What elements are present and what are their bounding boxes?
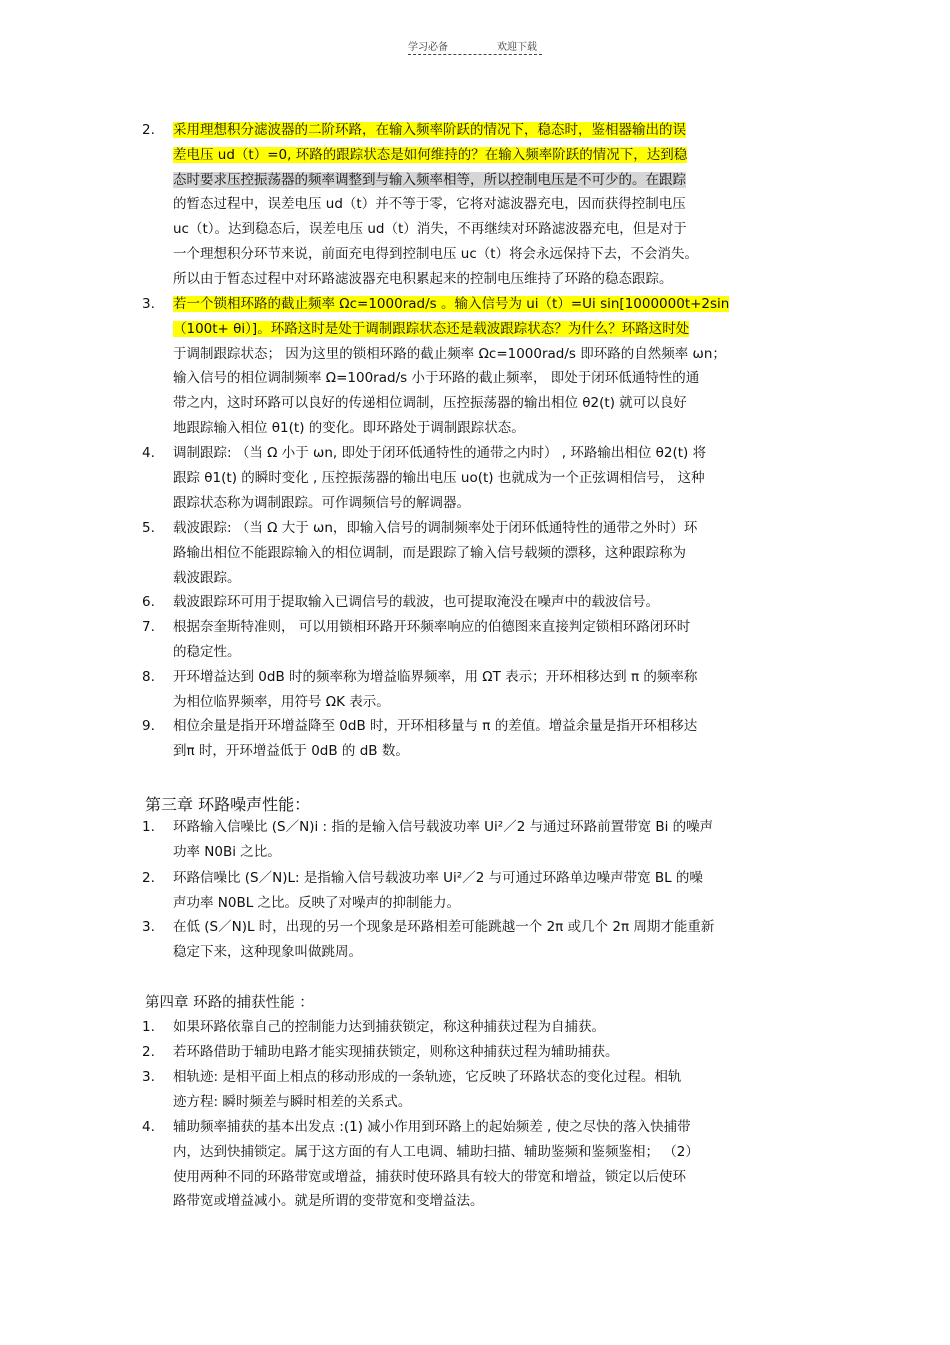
- item-text-line: 态时要求压控振荡器的频率调整到与输入频率相等，所以控制电压是不可少的。在跟踪: [173, 171, 686, 188]
- item-body: [173, 516, 812, 590]
- item-number: 2.: [142, 1044, 155, 1060]
- item-text-line: 地跟踪输入相位 θ1(t) 的变化。即环路处于调制跟踪状态。: [173, 419, 525, 436]
- item-text-line: 差电压 ud（t）=0, 环路的跟踪状态是如何维持的？在输入频率阶跃的情况下，达到稳: [173, 146, 688, 163]
- item-body: [173, 441, 812, 515]
- item-text-line: 一个理想积分环节来说，前面充电得到控制电压 uc（t）将会永远保持下去，不会消失。: [173, 245, 699, 262]
- item-number: 9.: [142, 718, 155, 734]
- header-right: 欢迎下载: [497, 42, 537, 53]
- item-text-line: 到π 时，开环增益低于 0dB 的 dB 数。: [173, 742, 409, 759]
- item-body: [173, 1115, 812, 1214]
- item-text-line: 相位余量是指开环增益降至 0dB 时，开环相移量与 π 的差值。增益余量是指开环相移达: [173, 718, 698, 734]
- item-text-line: 带之内，这时环路可以良好的传递相位调制，压控振荡器的输出相位 θ2(t) 就可以良好: [173, 395, 687, 412]
- item-text-line: 的暂态过程中，误差电压 ud（t）并不等于零，它将对滤波器充电，因而获得控制电压: [173, 196, 686, 213]
- chapter-heading: 第三章 环路噪声性能：: [145, 795, 311, 814]
- item-text-line: 的稳定性。: [173, 643, 241, 660]
- item-number: 3.: [142, 919, 155, 935]
- item-body: [173, 915, 812, 965]
- item-number: 1.: [142, 819, 155, 835]
- item-body: [173, 118, 812, 292]
- item-text-line: 声功率 N0BL 之比。反映了对噪声的抑制能力。: [173, 894, 461, 911]
- item-text-line: （100t+ θi）]。环路这时是处于调制跟踪状态还是载波跟踪状态？为什么？环路这时处: [173, 320, 690, 337]
- item-text-line: 路输出相位不能跟踪输入的相位调制，而是跟踪了输入信号载频的漂移，这种跟踪称为: [173, 544, 686, 561]
- item-text-line: 为相位临界频率，用符号 ΩK 表示。: [173, 693, 390, 710]
- item-text-line: 迹方程: 瞬时频差与瞬时相差的关系式。: [173, 1093, 412, 1110]
- header-divider: [408, 54, 542, 55]
- item-number: 2.: [142, 122, 155, 138]
- item-text-line: 环路输入信噪比 (S／N)i : 指的是输入信号载波功率 Ui²／2 与通过环路前置带宽 Bi 的噪声: [173, 819, 714, 835]
- item-text-line: 调制跟踪: （当 Ω 小于 ωn, 即处于闭环低通特性的通带之内时） , 环路输出相位 θ2(t) 将: [173, 445, 707, 461]
- item-number: 3.: [142, 296, 155, 312]
- item-number: 4.: [142, 445, 155, 461]
- item-text-line: 于调制跟踪状态； 因为这里的锁相环路的截止频率 Ωc=1000rad/s 即环路的自然频率 ωn；: [173, 345, 726, 362]
- item-body: [173, 866, 812, 916]
- item-text-line: 若环路借助于辅助电路才能实现捕获锁定，则称这种捕获过程为辅助捕获。: [173, 1044, 619, 1060]
- item-text-line: 稳定下来，这种现象叫做跳周。: [173, 943, 362, 960]
- item-body: [173, 615, 812, 665]
- item-text-line: 跟踪 θ1(t) 的瞬时变化 , 压控振荡器的输出电压 uo(t) 也就成为一个正弦调相信号， 这种: [173, 469, 705, 486]
- item-text-line: 开环增益达到 0dB 时的频率称为增益临界频率，用 ΩT 表示；开环相移达到 π 的频率称: [173, 669, 698, 685]
- item-body: [173, 1015, 812, 1040]
- item-number: 4.: [142, 1119, 155, 1135]
- item-text-line: 载波跟踪环可用于提取输入已调信号的载波，也可提取淹没在噪声中的载波信号。: [173, 594, 659, 610]
- item-number: 5.: [142, 520, 155, 536]
- item-number: 2.: [142, 870, 155, 886]
- item-text-line: 输入信号的相位调制频率 Ω=100rad/s 小于环路的截止频率， 即处于闭环低通特性的通: [173, 370, 700, 387]
- item-number: 6.: [142, 594, 155, 610]
- item-number: 7.: [142, 619, 155, 635]
- item-text-line: 载波跟踪: （当 Ω 大于 ωn，即输入信号的调制频率处于闭环低通特性的通带之外时）环: [173, 520, 698, 536]
- item-number: 3.: [142, 1069, 155, 1085]
- item-body: [173, 292, 812, 441]
- item-text-line: 若一个锁相环路的截止频率 Ωc=1000rad/s 。输入信号为 ui（t）=Ui sin[1000000t+2sin: [173, 296, 730, 312]
- item-text-line: 跟踪状态称为调制跟踪。可作调频信号的解调器。: [173, 494, 470, 511]
- item-body: [173, 1065, 812, 1115]
- page-header: [0, 38, 950, 60]
- item-text-line: 根据奈奎斯特准则， 可以用锁相环路开环频率响应的伯德图来直接判定锁相环路闭环时: [173, 619, 691, 635]
- item-text-line: 在低 (S／N)L 时，出现的另一个现象是环路相差可能跳越一个 2π 或几个 2π 周期才能重新: [173, 919, 715, 935]
- item-number: 1.: [142, 1019, 155, 1035]
- item-text-line: 载波跟踪。: [173, 569, 241, 586]
- item-text-line: 使用两种不同的环路带宽或增益，捕获时使环路具有较大的带宽和增益，锁定以后使环: [173, 1168, 686, 1185]
- item-text-line: 相轨迹: 是相平面上相点的移动形成的一条轨迹，它反映了环路状态的变化过程。相轨: [173, 1069, 682, 1085]
- item-text-line: 功率 N0Bi 之比。: [173, 843, 281, 860]
- item-text-line: 如果环路依靠自己的控制能力达到捕获锁定，称这种捕获过程为自捕获。: [173, 1019, 605, 1035]
- item-text-line: 所以由于暂态过程中对环路滤波器充电积累起来的控制电压维持了环路的稳态跟踪。: [173, 270, 673, 287]
- item-text-line: uc（t）。达到稳态后，误差电压 ud（t）消失，不再继续对环路滤波器充电，但是对于: [173, 221, 687, 238]
- item-body: [173, 1040, 812, 1065]
- item-body: [173, 665, 812, 715]
- item-body: [173, 590, 812, 615]
- chapter-heading: 第四章 环路的捕获性能 ：: [145, 995, 314, 1011]
- item-text-line: 内，达到快捕锁定。属于这方面的有人工电调、辅助扫描、辅助鉴频和鉴频鉴相； （2）: [173, 1143, 699, 1160]
- item-text-line: 采用理想积分滤波器的二阶环路，在输入频率阶跃的情况下，稳态时，鉴相器输出的误: [173, 122, 686, 138]
- item-body: [173, 714, 812, 764]
- header-left: 学习必备: [408, 42, 448, 53]
- item-text-line: 环路信噪比 (S／N)L: 是指输入信号载波功率 Ui²／2 与可通过环路单边噪声带宽 BL 的噪: [173, 870, 703, 886]
- item-text-line: 路带宽或增益减小。就是所谓的变带宽和变增益法。: [173, 1193, 484, 1210]
- item-body: [173, 815, 812, 865]
- item-number: 8.: [142, 669, 155, 685]
- item-text-line: 辅助频率捕获的基本出发点 :(1) 减小作用到环路上的起始频差 , 使之尽快的落入快捕带: [173, 1119, 691, 1135]
